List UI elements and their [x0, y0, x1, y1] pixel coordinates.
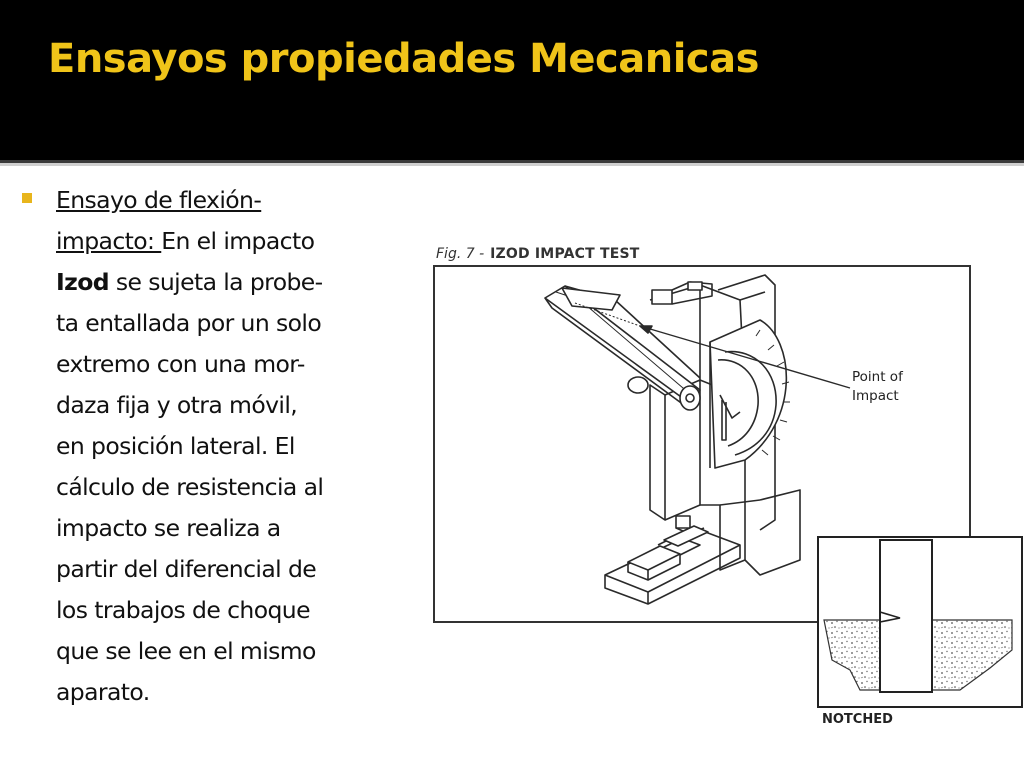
- figure-title: IZOD IMPACT TEST: [490, 246, 640, 262]
- text-line-5: extremo con una mor-: [56, 350, 305, 378]
- text-line-10: partir del diferencial de: [56, 555, 317, 583]
- text-line-2: [56, 221, 390, 262]
- figure-number: Fig. 7 -: [436, 246, 485, 262]
- slide-title: Ensayos propiedades Mecanicas: [48, 36, 759, 82]
- text-line-3: [56, 262, 390, 303]
- notched-inset: [818, 537, 1022, 707]
- figure-caption: [436, 246, 640, 262]
- text-fragment: En el impacto: [161, 227, 315, 255]
- bullet-square-icon: [22, 193, 32, 203]
- point-of-impact-callout: [852, 368, 903, 406]
- title-bar: [0, 0, 1024, 160]
- callout-line-1: Point of: [852, 369, 903, 385]
- title-divider-shadow: [0, 163, 1024, 166]
- callout-line-2: Impact: [852, 388, 899, 404]
- text-line-6: daza fija y otra móvil,: [56, 391, 298, 419]
- heading-underlined: Ensayo de flexión-: [56, 186, 262, 214]
- text-fragment: se sujeta la probe-: [109, 268, 323, 296]
- bullet-paragraph: [56, 180, 390, 713]
- text-line-13: aparato.: [56, 678, 150, 706]
- impact-machine-drawing: [545, 275, 850, 604]
- text-line-8: cálculo de resistencia al: [56, 473, 324, 501]
- text-line-9: impacto se realiza a: [56, 514, 281, 542]
- bold-term: Izod: [56, 268, 109, 296]
- heading-underlined: impacto:: [56, 227, 162, 255]
- izod-figure: [432, 240, 1024, 735]
- text-line-11: los trabajos de choque: [56, 596, 310, 624]
- text-line-12: que se lee en el mismo: [56, 637, 316, 665]
- notched-label: NOTCHED: [822, 712, 893, 727]
- text-line-4: ta entallada por un solo: [56, 309, 322, 337]
- text-line-1: [56, 180, 390, 221]
- text-line-7: en posición lateral. El: [56, 432, 295, 460]
